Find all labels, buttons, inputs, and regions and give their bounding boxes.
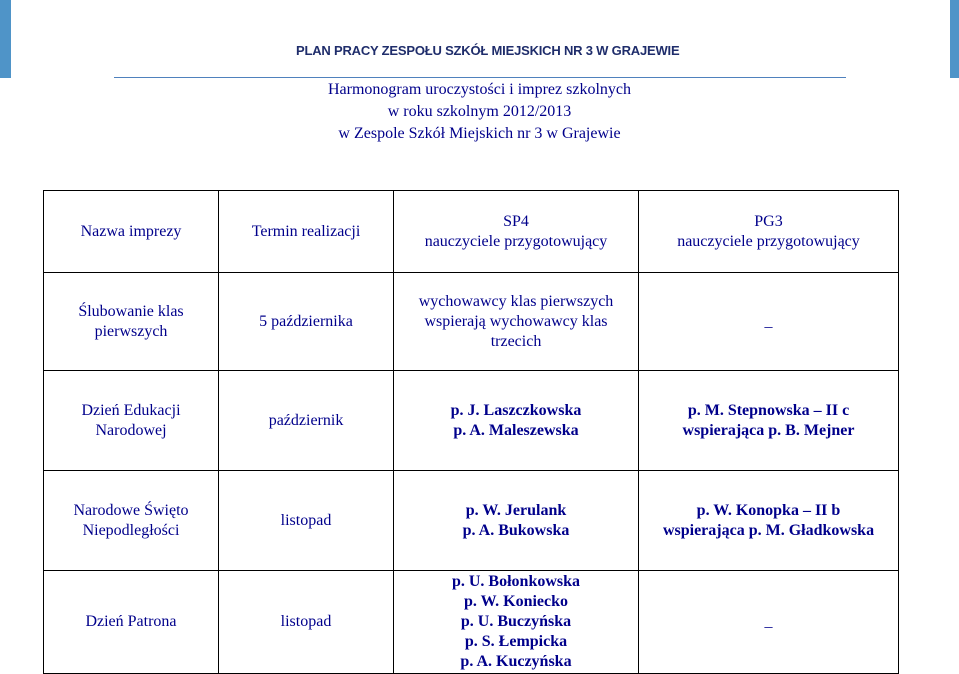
left-edge-bar (0, 0, 11, 78)
header-cell-sp4: SP4 nauczyciele przygotowujący (394, 191, 639, 273)
cell-pg3: p. W. Konopka – II b wspierająca p. M. Gładkowska (639, 471, 899, 571)
title-line-1: Harmonogram uroczystości i imprez szkolnych (327, 81, 632, 98)
cell-sp4: p. J. Laszczkowska p. A. Maleszewska (394, 371, 639, 471)
cell-term: październik (219, 371, 394, 471)
table-row (44, 273, 899, 371)
header-cell-pg3: PG3 nauczyciele przygotowujący (639, 191, 899, 273)
cell-sp4: p. U. Bołonkowska p. W. Koniecko p. U. Buczyńska p. S. Łempicka p. A. Kuczyńska (394, 571, 639, 674)
document-header: PLAN PRACY ZESPOŁU SZKÓŁ MIEJSKICH NR 3 W GRAJEWIE (296, 43, 680, 58)
cell-pg3: p. M. Stepnowska – II c wspierająca p. B. Mejner (639, 371, 899, 471)
cell-event-name: Dzień Edukacji Narodowej (44, 371, 219, 471)
cell-term: listopad (219, 571, 394, 674)
schedule-table (43, 190, 899, 674)
header-cell-name: Nazwa imprezy (44, 191, 219, 273)
header-cell-term: Termin realizacji (219, 191, 394, 273)
cell-pg3: _ (639, 571, 899, 674)
cell-sp4: p. W. Jerulank p. A. Bukowska (394, 471, 639, 571)
title-line-2: w roku szkolnym 2012/2013 (387, 103, 572, 120)
table-header-row (44, 191, 899, 273)
cell-sp4: wychowawcy klas pierwszych wspierają wychowawcy klas trzecich (394, 273, 639, 371)
table-row (44, 371, 899, 471)
header-rule (114, 77, 846, 78)
table-row (44, 571, 899, 674)
right-edge-bar (950, 0, 959, 78)
cell-event-name: Dzień Patrona (44, 571, 219, 674)
cell-pg3: _ (639, 273, 899, 371)
table-row (44, 471, 899, 571)
cell-event-name: Ślubowanie klas pierwszych (44, 273, 219, 371)
title-line-3: w Zespole Szkół Miejskich nr 3 w Grajewie (338, 125, 621, 142)
cell-event-name: Narodowe Święto Niepodległości (44, 471, 219, 571)
cell-term: 5 października (219, 273, 394, 371)
cell-term: listopad (219, 471, 394, 571)
title-block (0, 79, 959, 145)
